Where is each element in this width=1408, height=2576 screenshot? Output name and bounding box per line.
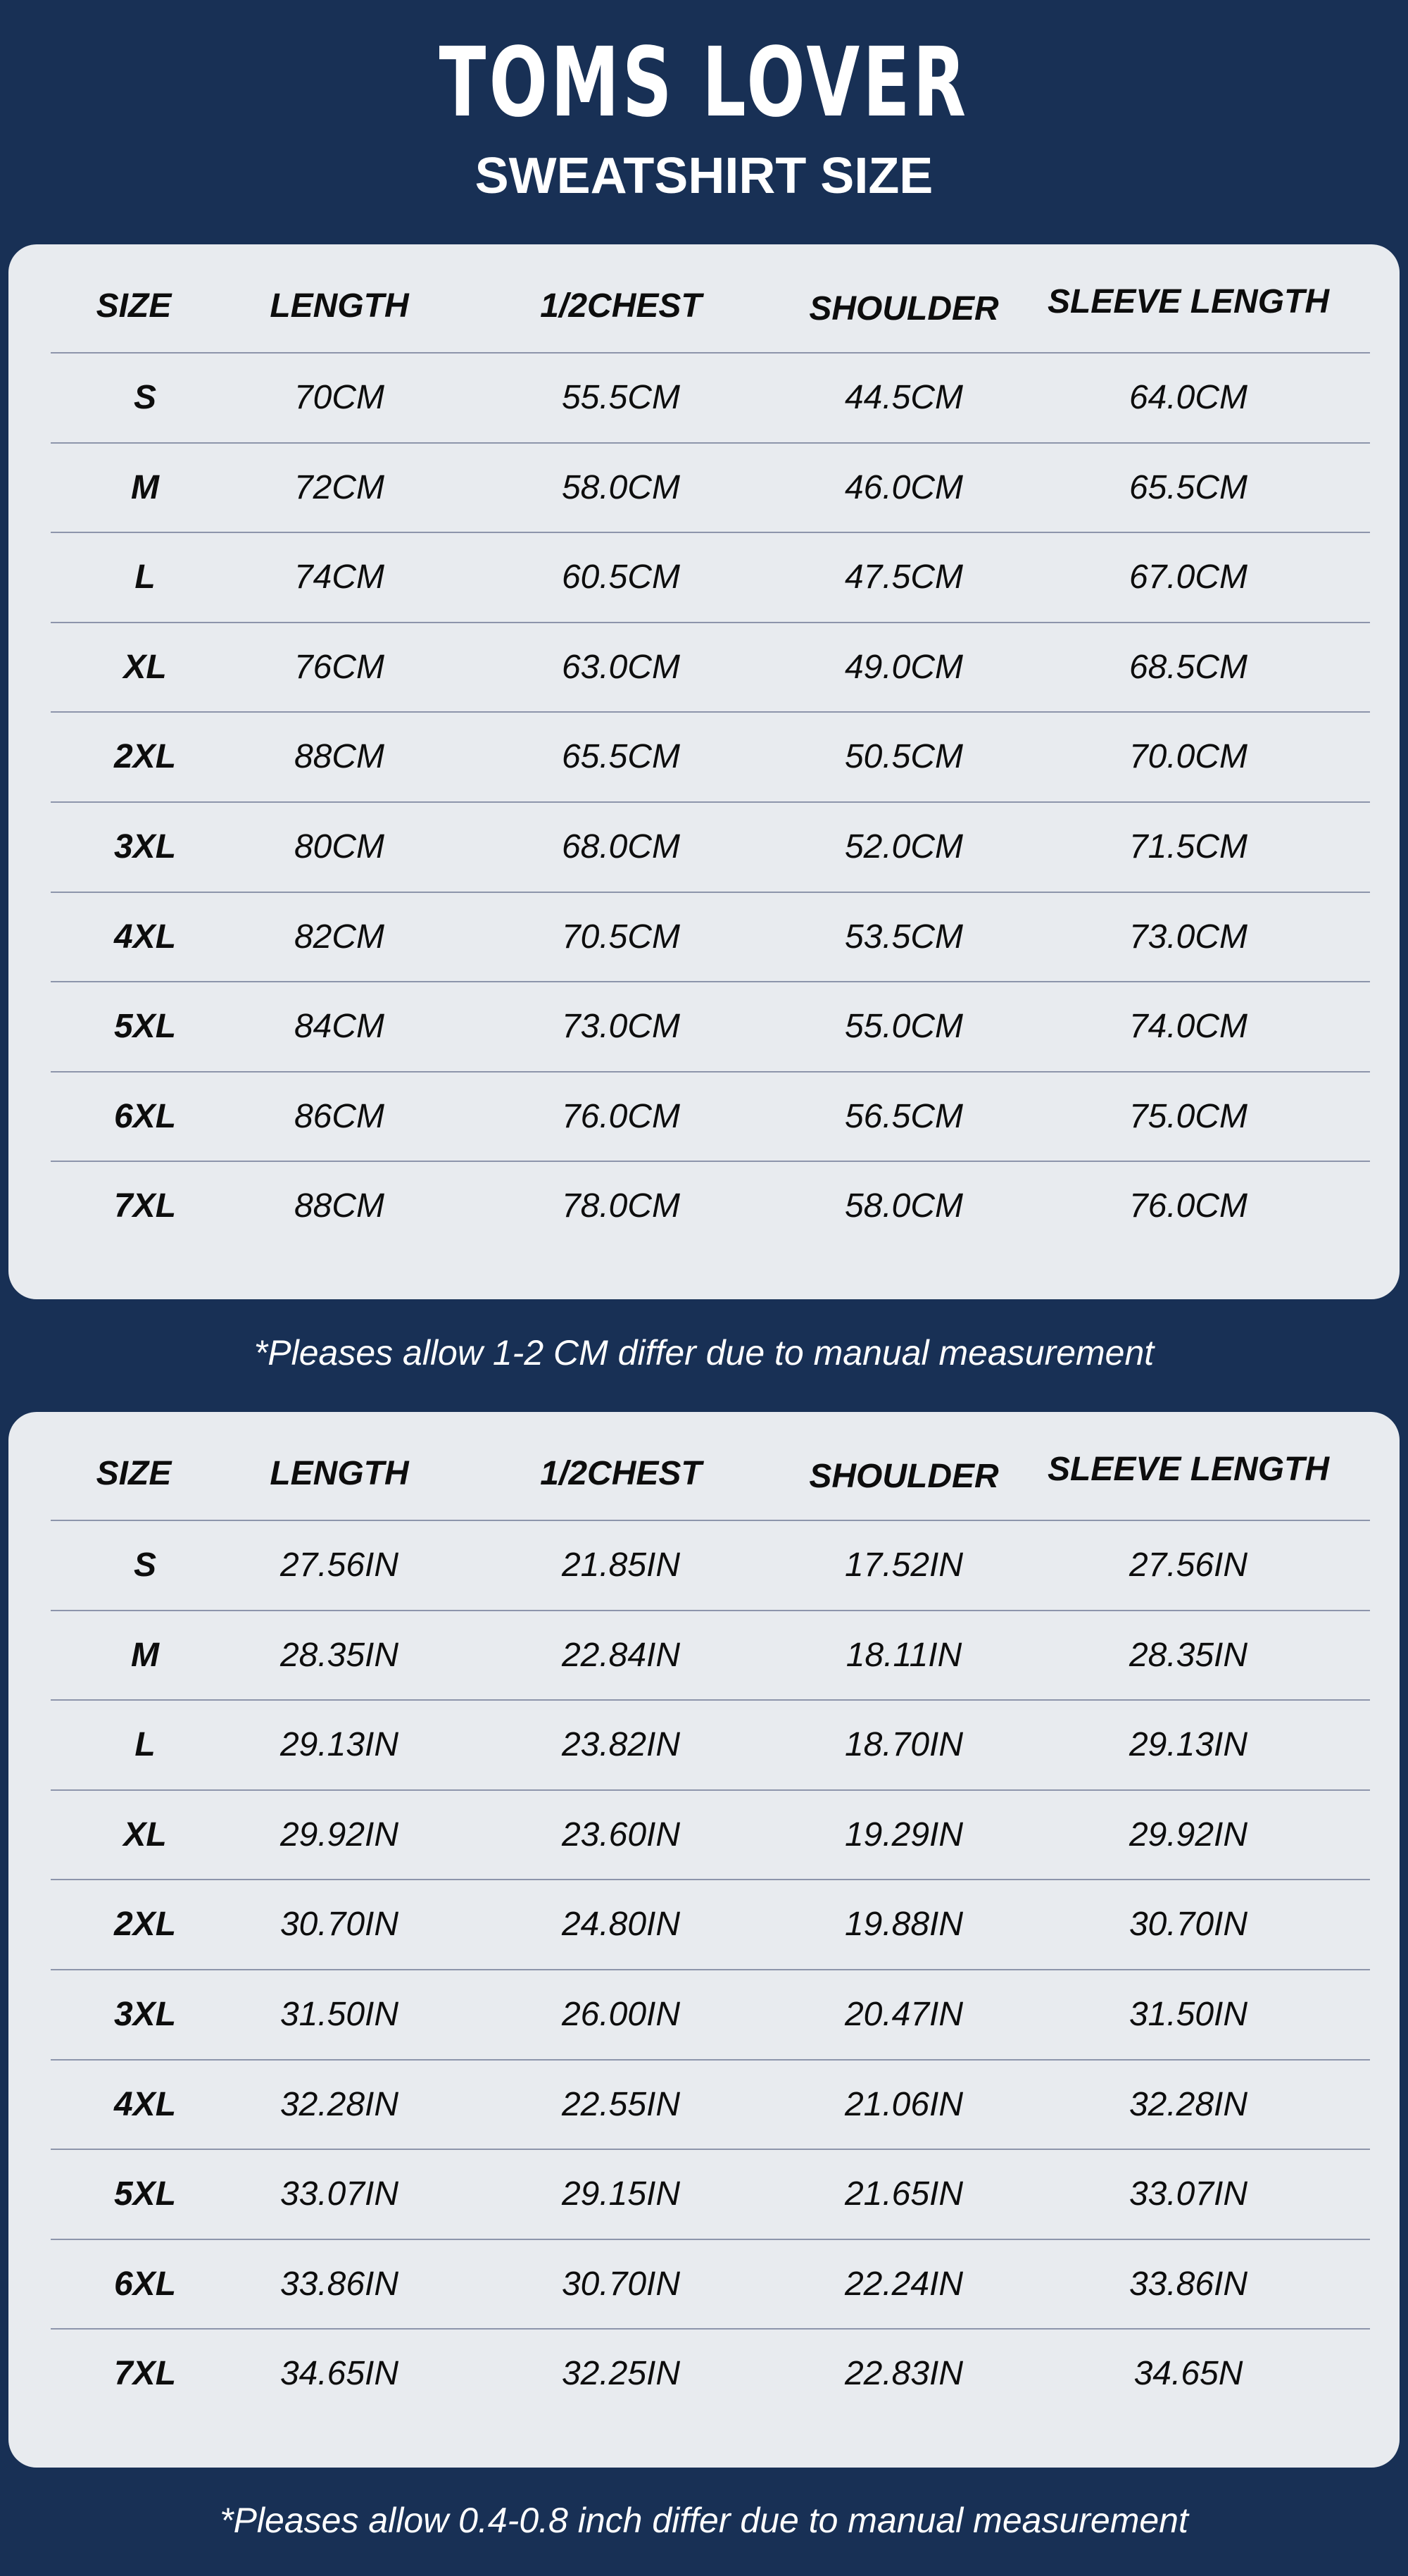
brand-logo: TOMS LOVER <box>439 27 969 139</box>
cell-shoulder: 53.5CM <box>844 918 964 956</box>
cell-shoulder: 44.5CM <box>844 379 964 416</box>
table-row <box>51 532 1370 622</box>
cell-sleeve-length: 29.13IN <box>1129 1726 1248 1764</box>
cell-size: 3XL <box>113 827 177 865</box>
cell-length: 29.13IN <box>279 1726 399 1764</box>
table-row <box>51 622 1370 712</box>
inch-measurement-note: *Pleases allow 0.4-0.8 inch differ due to manual measurement <box>220 2501 1188 2540</box>
cell-sleeve-length: 32.28IN <box>1129 2085 1248 2123</box>
cell-shoulder: 18.11IN <box>846 1636 962 1674</box>
cell-size: 5XL <box>113 2175 177 2213</box>
cell-size: 7XL <box>113 1187 177 1225</box>
cell-half-chest: 23.60IN <box>561 1815 681 1853</box>
cell-length: 30.70IN <box>279 1906 399 1944</box>
cell-shoulder: 58.0CM <box>844 1187 964 1225</box>
cell-size: M <box>131 468 159 506</box>
cell-sleeve-length: 31.50IN <box>1129 1995 1248 2033</box>
cell-size: 6XL <box>113 2265 177 2303</box>
header-size: SIZE <box>96 287 172 325</box>
cell-length: 29.92IN <box>279 1815 399 1853</box>
cell-length: 88CM <box>294 1187 385 1225</box>
cell-shoulder: 22.83IN <box>844 2355 964 2393</box>
cell-half-chest: 58.0CM <box>561 468 681 506</box>
cell-size: 2XL <box>113 738 177 776</box>
cm-size-table <box>8 244 1400 1299</box>
inch-size-table <box>8 1412 1400 2468</box>
cell-sleeve-length: 65.5CM <box>1129 468 1248 506</box>
cell-half-chest: 32.25IN <box>561 2355 681 2393</box>
table-header <box>51 244 1370 352</box>
page-title: SWEATSHIRT SIZE <box>474 148 934 204</box>
header-length: LENGTH <box>270 287 409 325</box>
cell-sleeve-length: 27.56IN <box>1129 1546 1248 1584</box>
cm-size-grid <box>51 244 1370 1251</box>
cell-shoulder: 19.29IN <box>844 1815 964 1853</box>
cell-size: 4XL <box>113 918 177 956</box>
cell-size: L <box>134 1726 156 1764</box>
cell-half-chest: 29.15IN <box>561 2175 681 2213</box>
table-row <box>51 2059 1370 2149</box>
table-row <box>51 1969 1370 2059</box>
table-row <box>51 801 1370 892</box>
table-row <box>51 1699 1370 1789</box>
cell-half-chest: 78.0CM <box>561 1187 681 1225</box>
cell-sleeve-length: 30.70IN <box>1129 1906 1248 1944</box>
cell-size: 5XL <box>113 1008 177 1046</box>
cell-shoulder: 20.47IN <box>844 1995 964 2033</box>
cell-sleeve-length: 68.5CM <box>1129 648 1248 686</box>
header-sleeve-length: SLEEVE LENGTH <box>1047 283 1330 320</box>
cell-length: 72CM <box>294 468 385 506</box>
header-size: SIZE <box>96 1455 172 1492</box>
cell-shoulder: 17.52IN <box>844 1546 964 1584</box>
table-row <box>51 2239 1370 2329</box>
cell-length: 80CM <box>294 827 385 865</box>
cell-half-chest: 60.5CM <box>561 558 681 596</box>
table-row <box>51 442 1370 532</box>
table-row <box>51 711 1370 801</box>
cell-half-chest: 65.5CM <box>561 738 681 776</box>
table-row <box>51 981 1370 1071</box>
table-row <box>51 1879 1370 1969</box>
cell-length: 88CM <box>294 738 385 776</box>
cell-size: L <box>134 558 156 596</box>
cell-sleeve-length: 74.0CM <box>1129 1008 1248 1046</box>
cell-shoulder: 21.65IN <box>844 2175 964 2213</box>
table-row <box>51 1520 1370 1610</box>
cell-length: 70CM <box>294 379 385 416</box>
header-sleeve-length: SLEEVE LENGTH <box>1047 1451 1330 1488</box>
cell-length: 86CM <box>294 1097 385 1135</box>
cell-shoulder: 18.70IN <box>844 1726 964 1764</box>
cell-size: 7XL <box>113 2355 177 2393</box>
cell-length: 33.07IN <box>279 2175 399 2213</box>
table-row <box>51 1610 1370 1700</box>
cell-half-chest: 70.5CM <box>561 918 681 956</box>
cell-shoulder: 21.06IN <box>844 2085 964 2123</box>
cell-length: 27.56IN <box>279 1546 399 1584</box>
cell-shoulder: 47.5CM <box>844 558 964 596</box>
cell-length: 34.65IN <box>279 2355 399 2393</box>
header-shoulder: SHOULDER <box>809 290 999 327</box>
cell-size: 2XL <box>113 1906 177 1944</box>
cell-half-chest: 63.0CM <box>561 648 681 686</box>
cell-half-chest: 22.55IN <box>561 2085 681 2123</box>
cell-size: 4XL <box>113 2085 177 2123</box>
cell-sleeve-length: 64.0CM <box>1129 379 1248 416</box>
header-half-chest: 1/2CHEST <box>540 1455 702 1492</box>
cell-sleeve-length: 67.0CM <box>1129 558 1248 596</box>
cell-half-chest: 55.5CM <box>561 379 681 416</box>
cell-sleeve-length: 33.86IN <box>1129 2265 1248 2303</box>
inch-size-grid <box>51 1412 1370 2418</box>
cell-shoulder: 50.5CM <box>844 738 964 776</box>
cell-shoulder: 46.0CM <box>844 468 964 506</box>
cell-half-chest: 22.84IN <box>561 1636 681 1674</box>
table-row <box>51 892 1370 982</box>
cell-sleeve-length: 75.0CM <box>1129 1097 1248 1135</box>
cell-length: 31.50IN <box>279 1995 399 2033</box>
cell-sleeve-length: 34.65N <box>1133 2355 1243 2393</box>
cell-shoulder: 22.24IN <box>844 2265 964 2303</box>
cell-sleeve-length: 71.5CM <box>1129 827 1248 865</box>
cell-shoulder: 56.5CM <box>844 1097 964 1135</box>
cell-half-chest: 73.0CM <box>561 1008 681 1046</box>
cell-size: 6XL <box>113 1097 177 1135</box>
cell-half-chest: 76.0CM <box>561 1097 681 1135</box>
table-row <box>51 352 1370 442</box>
table-header <box>51 1412 1370 1520</box>
cell-size: M <box>131 1636 159 1674</box>
header-shoulder: SHOULDER <box>809 1458 999 1495</box>
cell-half-chest: 26.00IN <box>561 1995 681 2033</box>
cell-half-chest: 21.85IN <box>561 1546 681 1584</box>
header-half-chest: 1/2CHEST <box>540 287 702 325</box>
cell-sleeve-length: 73.0CM <box>1129 918 1248 956</box>
cell-length: 82CM <box>294 918 385 956</box>
cell-shoulder: 19.88IN <box>844 1906 964 1944</box>
cm-measurement-note: *Pleases allow 1-2 CM differ due to manual measurement <box>253 1333 1155 1373</box>
cell-shoulder: 52.0CM <box>844 827 964 865</box>
cell-length: 28.35IN <box>279 1636 399 1674</box>
cell-sleeve-length: 70.0CM <box>1129 738 1248 776</box>
cell-length: 74CM <box>294 558 385 596</box>
table-row <box>51 2328 1370 2418</box>
cell-length: 33.86IN <box>279 2265 399 2303</box>
cell-sleeve-length: 29.92IN <box>1129 1815 1248 1853</box>
cell-length: 76CM <box>294 648 385 686</box>
cell-size: 3XL <box>113 1995 177 2033</box>
cell-sleeve-length: 76.0CM <box>1129 1187 1248 1225</box>
table-row <box>51 2149 1370 2239</box>
cell-shoulder: 49.0CM <box>844 648 964 686</box>
cell-length: 84CM <box>294 1008 385 1046</box>
cell-size: S <box>133 1546 156 1584</box>
table-row <box>51 1161 1370 1251</box>
cell-half-chest: 30.70IN <box>561 2265 681 2303</box>
table-row <box>51 1789 1370 1880</box>
header-length: LENGTH <box>270 1455 409 1492</box>
cell-length: 32.28IN <box>279 2085 399 2123</box>
cell-size: S <box>133 379 156 416</box>
cell-half-chest: 23.82IN <box>561 1726 681 1764</box>
cell-half-chest: 24.80IN <box>561 1906 681 1944</box>
cell-sleeve-length: 33.07IN <box>1129 2175 1248 2213</box>
cell-size: XL <box>123 1815 167 1853</box>
cell-shoulder: 55.0CM <box>844 1008 964 1046</box>
cell-size: XL <box>123 648 167 686</box>
table-row <box>51 1071 1370 1161</box>
cell-half-chest: 68.0CM <box>561 827 681 865</box>
cell-sleeve-length: 28.35IN <box>1129 1636 1248 1674</box>
